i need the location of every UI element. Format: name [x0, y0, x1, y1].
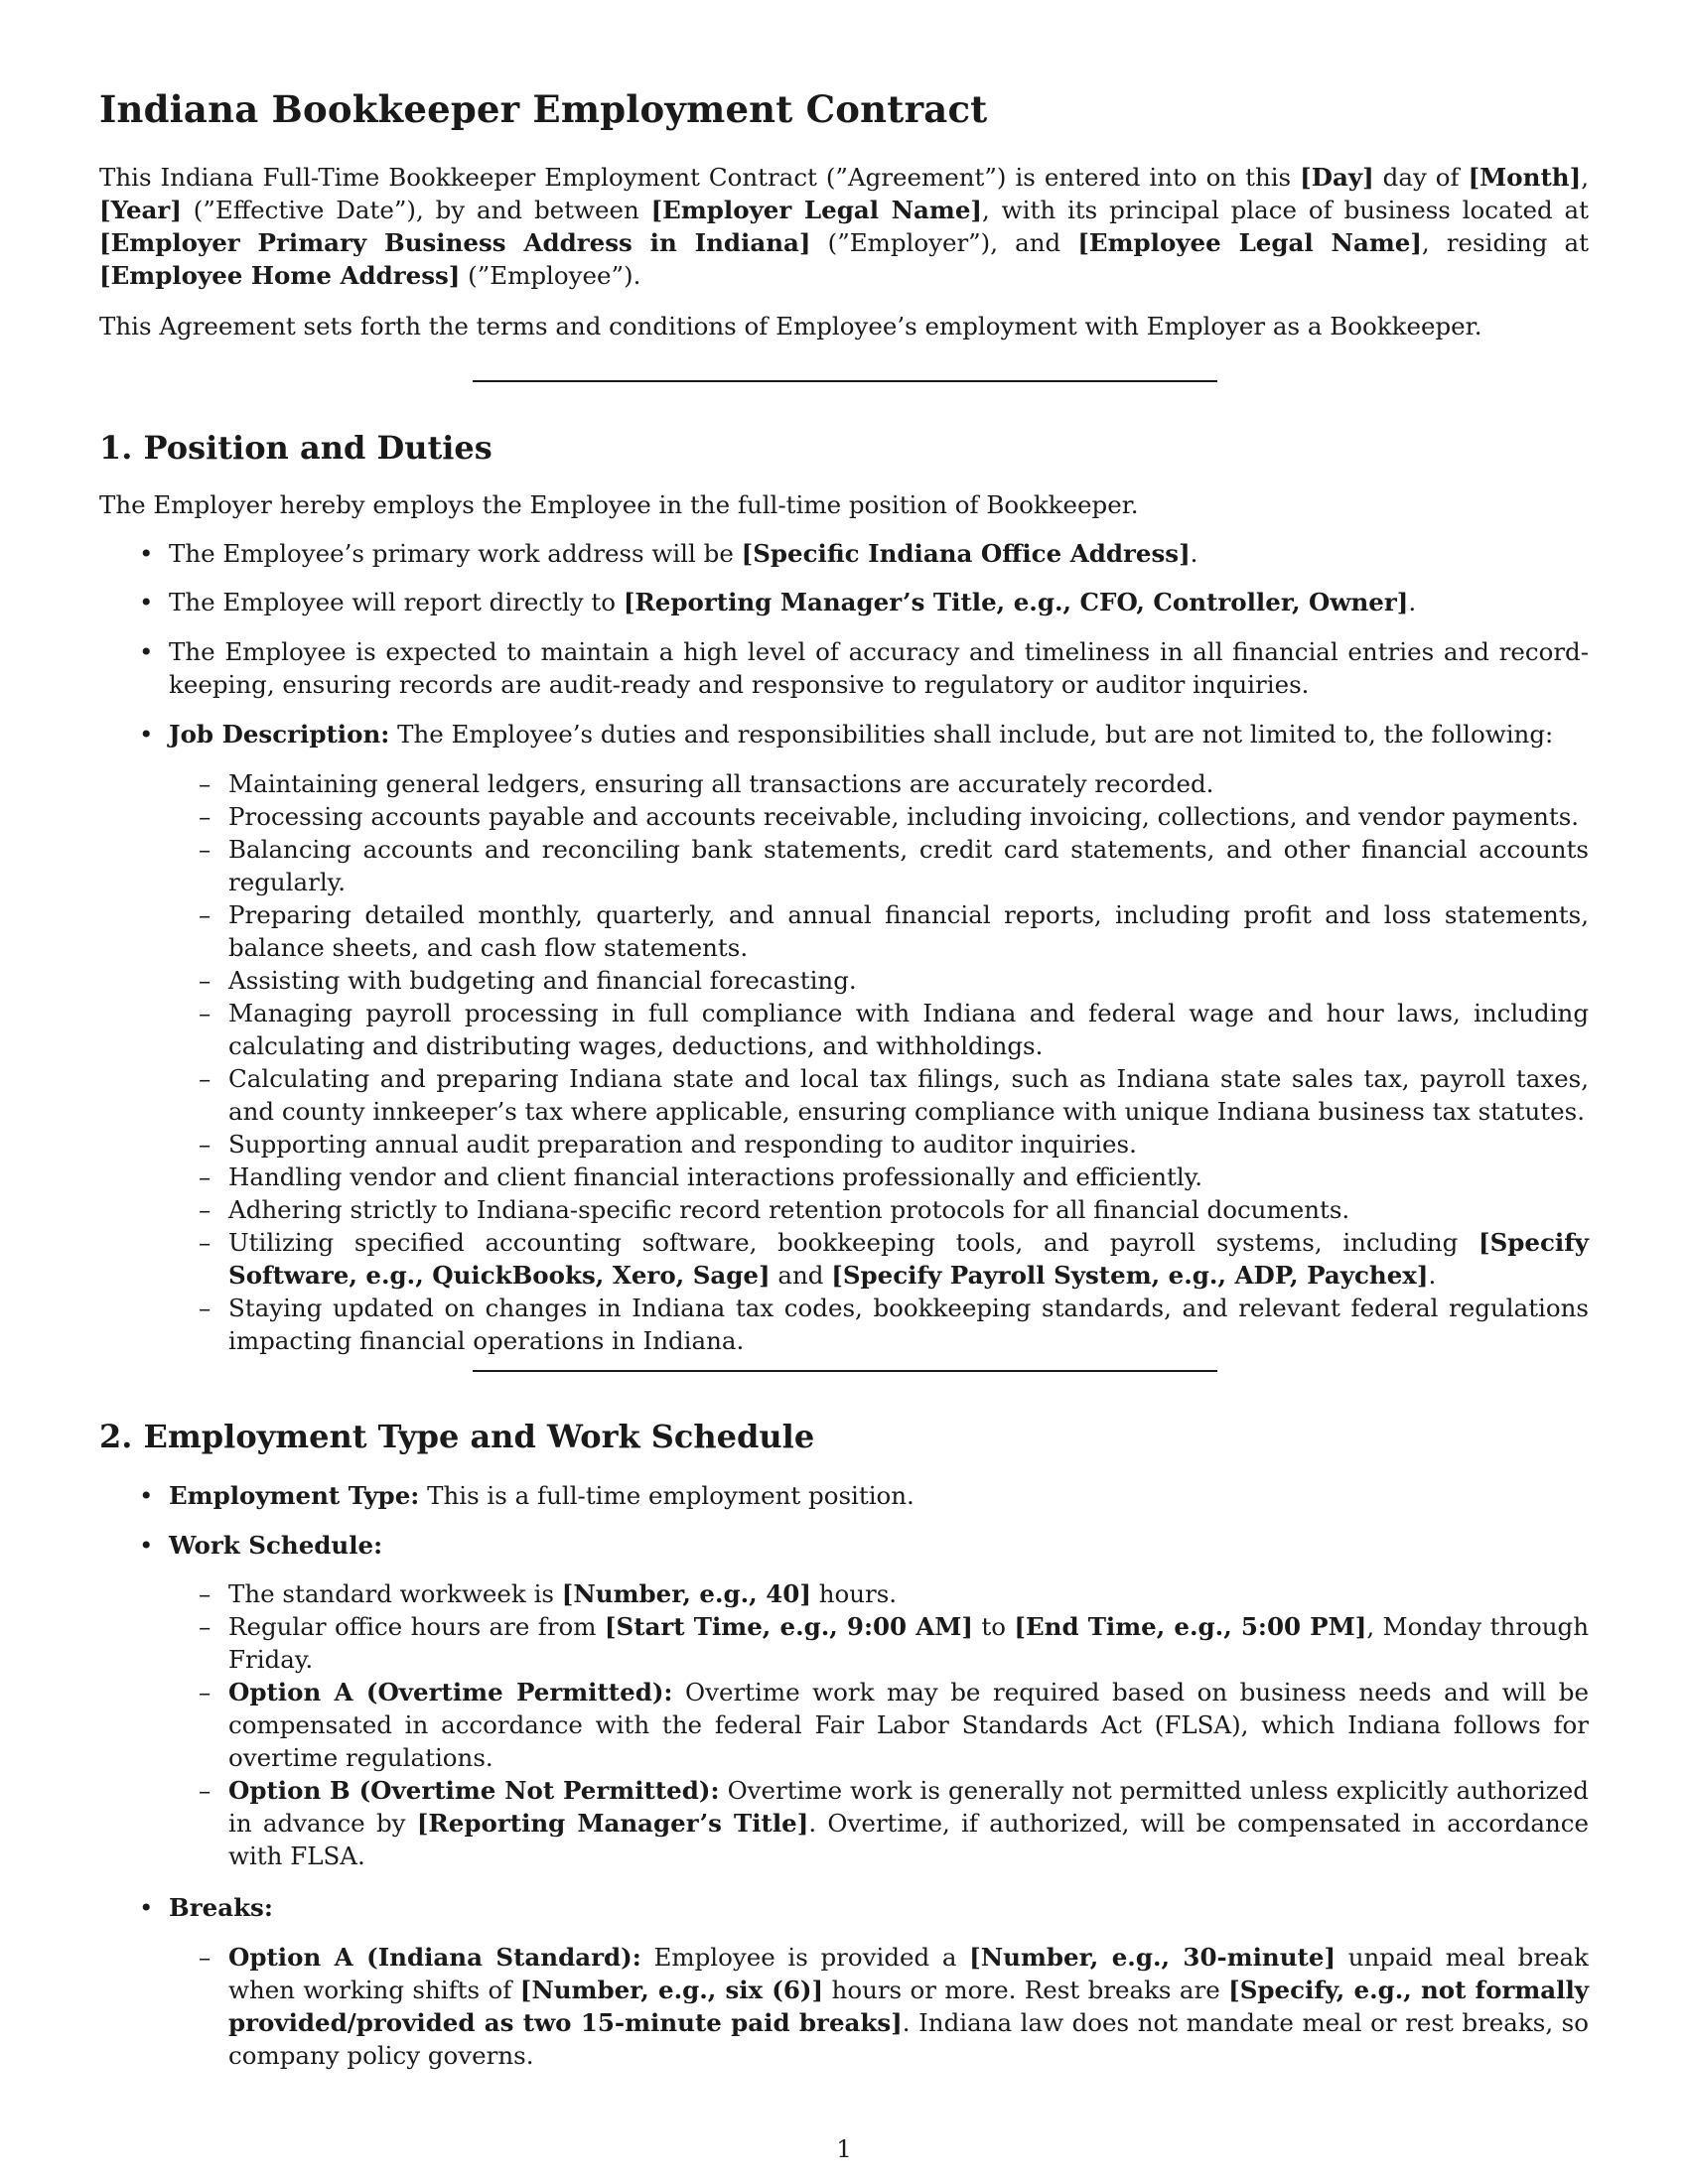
- list-item-text: [228, 1130, 1137, 1159]
- intro-paragraph: [99, 161, 1589, 292]
- list-item: [199, 1226, 1589, 1292]
- list-item: [199, 964, 1589, 997]
- section-1-lead: The Employer hereby employs the Employee in the full-time position of Bookkeeper.: [99, 490, 1139, 519]
- text-run: (”Effective Date”), by and between: [181, 196, 651, 224]
- bullet-text: [169, 718, 1589, 751]
- breaks-list: [199, 1941, 1589, 2072]
- text-run: .: [1428, 1261, 1437, 1290]
- bullet-text: [169, 537, 1589, 570]
- text-run: .: [1408, 588, 1417, 616]
- list-item: [199, 1193, 1589, 1226]
- text-run: Balancing accounts and reconciling bank statements, credit card statements, and other financial accounts regularly.: [228, 835, 1589, 896]
- bullet-item: [139, 1529, 1589, 1562]
- section-2-heading: 2. Employment Type and Work Schedule: [99, 1418, 815, 1455]
- duties-list: [199, 767, 1589, 1357]
- text-run: , Monday through Friday.: [228, 1612, 1589, 1674]
- placeholder-field: [Day]: [1300, 163, 1374, 192]
- dash-bullet-icon: –: [199, 769, 211, 798]
- dash-bullet-icon: –: [199, 900, 211, 929]
- text-run: to: [972, 1612, 1015, 1641]
- dash-bullet-icon: –: [199, 1195, 211, 1224]
- bullet-dot-icon: •: [139, 1481, 154, 1510]
- bullet-item: [139, 1891, 1589, 1924]
- dash-bullet-icon: –: [199, 1612, 211, 1641]
- text-run: (”Employee”).: [460, 261, 641, 290]
- list-item-text: [228, 1579, 897, 1608]
- section-divider: [473, 380, 1217, 382]
- placeholder-field: Employment Type:: [169, 1481, 420, 1510]
- list-item: [199, 1128, 1589, 1160]
- bullet-text: [169, 586, 1589, 618]
- list-item: [199, 1062, 1589, 1128]
- bullet-dot-icon: •: [139, 539, 154, 568]
- text-run: The Employee’s duties and responsibilities shall include, but are not limited to, the following:: [389, 720, 1554, 749]
- list-item-text: [228, 1612, 1589, 1674]
- text-run: . Indiana law does not mandate meal or rest breaks, so company policy governs.: [228, 2008, 1589, 2070]
- list-item: [199, 997, 1589, 1062]
- placeholder-field: [Start Time, e.g., 9:00 AM]: [604, 1612, 973, 1641]
- placeholder-field: [Employee Home Address]: [99, 261, 461, 290]
- placeholder-field: [Employer Primary Business Address in Indiana]: [99, 228, 811, 257]
- placeholder-field: Option A (Overtime Permitted):: [228, 1678, 673, 1706]
- placeholder-field: [Specify Software, e.g., QuickBooks, Xero, Sage]: [228, 1228, 1589, 1290]
- text-run: Overtime work is generally not permitted unless explicitly authorized in advance by: [228, 1776, 1589, 1838]
- list-item: [199, 800, 1589, 833]
- placeholder-field: [Specific Indiana Office Address]: [741, 539, 1191, 568]
- dash-bullet-icon: –: [199, 1776, 211, 1805]
- placeholder-field: [Year]: [99, 196, 182, 224]
- list-item-text: [228, 966, 857, 995]
- text-run: This Indiana Full-Time Bookkeeper Employment Contract (”Agreement”) is entered into on this: [99, 163, 1301, 192]
- text-run: Handling vendor and client financial interactions professionally and efficiently.: [228, 1162, 1203, 1191]
- list-item-text: [228, 1943, 1589, 2070]
- dash-bullet-icon: –: [199, 1294, 211, 1322]
- text-run: Regular office hours are from: [228, 1612, 605, 1641]
- placeholder-field: [Specify, e.g., not formally provided/provided as two 15-minute paid breaks]: [228, 1976, 1589, 2037]
- intro-purpose-paragraph: This Agreement sets forth the terms and conditions of Employee’s employment with Employer as a Bookkeeper.: [99, 312, 1482, 341]
- list-item-text: [228, 802, 1579, 831]
- text-run: Preparing detailed monthly, quarterly, and annual financial reports, including profit and loss statements, balance sheets, and cash flow statements.: [228, 900, 1589, 962]
- text-run: . Overtime, if authorized, will be compensated in accordance with FLSA.: [228, 1809, 1589, 1870]
- dash-bullet-icon: –: [199, 1130, 211, 1159]
- dash-bullet-icon: –: [199, 966, 211, 995]
- text-run: and: [770, 1261, 832, 1290]
- text-run: day of: [1373, 163, 1469, 192]
- placeholder-field: Job Description:: [169, 720, 390, 749]
- schedule-list: [199, 1577, 1589, 1872]
- placeholder-field: [Month]: [1468, 163, 1582, 192]
- dash-bullet-icon: –: [199, 1228, 211, 1257]
- placeholder-field: Option A (Indiana Standard):: [228, 1943, 641, 1972]
- text-run: Staying updated on changes in Indiana tax codes, bookkeeping standards, and relevant federal regulations impacting financial operations in Indiana.: [228, 1294, 1589, 1355]
- dash-bullet-icon: –: [199, 802, 211, 831]
- text-run: hours or more. Rest breaks are: [823, 1976, 1229, 2004]
- text-run: .: [1190, 539, 1198, 568]
- list-item: [199, 1610, 1589, 1676]
- dash-bullet-icon: –: [199, 835, 211, 864]
- dash-bullet-icon: –: [199, 1678, 211, 1706]
- text-run: Managing payroll processing in full compliance with Indiana and federal wage and hour laws, including calculating and distributing wages, deductions, and withholdings.: [228, 999, 1589, 1060]
- page-number: 1: [836, 2134, 852, 2163]
- bullet-dot-icon: •: [139, 1893, 154, 1922]
- bullet-dot-icon: •: [139, 720, 154, 749]
- list-item: [199, 1774, 1589, 1872]
- list-item-text: [228, 1162, 1202, 1191]
- list-item: [199, 1941, 1589, 2072]
- placeholder-field: [Employee Legal Name]: [1077, 228, 1422, 257]
- list-item: [199, 1577, 1589, 1610]
- text-run: Adhering strictly to Indiana-specific record retention protocols for all financial documents.: [228, 1195, 1350, 1224]
- text-run: , residing at: [1421, 228, 1589, 257]
- section-divider: [473, 1370, 1217, 1372]
- placeholder-field: Option B (Overtime Not Permitted):: [228, 1776, 720, 1805]
- list-item-text: [228, 999, 1589, 1060]
- text-run: Overtime work may be required based on business needs and will be compensated in accordance with the federal Fair Labor Standards Act (FLSA), which Indiana follows for overtime regulations.: [228, 1678, 1589, 1772]
- text-run: Maintaining general ledgers, ensuring all transactions are accurately recorded.: [228, 769, 1214, 798]
- list-item-text: [228, 900, 1589, 962]
- section-1-heading: 1. Position and Duties: [99, 429, 492, 467]
- list-item: [199, 1160, 1589, 1193]
- text-run: The Employee’s primary work address will be: [169, 539, 742, 568]
- breaks-label: Breaks:: [169, 1893, 273, 1922]
- dash-bullet-icon: –: [199, 1162, 211, 1191]
- bullet-dot-icon: •: [139, 1531, 154, 1560]
- list-item-text: [228, 1228, 1589, 1290]
- placeholder-field: [Number, e.g., six (6)]: [519, 1976, 824, 2004]
- list-item-text: [228, 1195, 1349, 1224]
- dash-bullet-icon: –: [199, 1064, 211, 1093]
- dash-bullet-icon: –: [199, 1579, 211, 1608]
- list-item-text: [228, 769, 1213, 798]
- list-item-text: [228, 1294, 1589, 1355]
- bullet-dot-icon: •: [139, 637, 154, 666]
- list-item: [199, 898, 1589, 964]
- text-run: hours.: [810, 1579, 898, 1608]
- placeholder-field: [Number, e.g., 40]: [561, 1579, 811, 1608]
- placeholder-field: [Number, e.g., 30-minute]: [969, 1943, 1336, 1972]
- placeholder-field: [Reporting Manager’s Title, e.g., CFO, Controller, Owner]: [623, 588, 1409, 616]
- bullet-item: [139, 1479, 1589, 1512]
- bullet-dot-icon: •: [139, 588, 154, 616]
- bullet-text: [169, 635, 1589, 701]
- list-item: [199, 833, 1589, 898]
- placeholder-field: [Reporting Manager’s Title]: [416, 1809, 809, 1838]
- bullet-item: [139, 718, 1589, 751]
- list-item-text: [228, 1776, 1589, 1870]
- list-item: [199, 767, 1589, 800]
- text-run: Calculating and preparing Indiana state and local tax filings, such as Indiana state sales tax, payroll taxes, and county innkeeper’s tax where applicable, ensuring compliance with unique Indiana business tax statutes.: [228, 1064, 1589, 1126]
- text-run: Employee is provided a: [640, 1943, 970, 1972]
- text-run: The Employee will report directly to: [169, 588, 624, 616]
- bullet-item: [139, 586, 1589, 618]
- text-run: This is a full-time employment position.: [419, 1481, 914, 1510]
- text-run: Assisting with budgeting and financial forecasting.: [228, 966, 857, 995]
- list-item: [199, 1292, 1589, 1357]
- placeholder-field: [Employer Legal Name]: [650, 196, 983, 224]
- list-item-text: [228, 835, 1589, 896]
- placeholder-field: [End Time, e.g., 5:00 PM]: [1014, 1612, 1367, 1641]
- bullet-item: [139, 537, 1589, 570]
- text-run: (”Employer”), and: [810, 228, 1078, 257]
- text-run: unpaid meal break when working shifts of: [228, 1943, 1590, 2004]
- placeholder-field: [Specify Payroll System, e.g., ADP, Paychex]: [831, 1261, 1429, 1290]
- list-item-text: [228, 1678, 1589, 1772]
- text-run: ,: [1581, 163, 1589, 192]
- text-run: The standard workweek is: [228, 1579, 562, 1608]
- work-schedule-label: Work Schedule:: [169, 1531, 383, 1560]
- dash-bullet-icon: –: [199, 999, 211, 1027]
- bullet-text: [169, 1479, 1589, 1512]
- text-run: The Employee is expected to maintain a high level of accuracy and timeliness in all financial entries and record-keeping, ensuring records are audit-ready and responsive to regulatory or auditor inquiries.: [169, 637, 1589, 699]
- page-title: Indiana Bookkeeper Employment Contract: [99, 87, 988, 131]
- list-item: [199, 1676, 1589, 1774]
- text-run: Supporting annual audit preparation and responding to auditor inquiries.: [228, 1130, 1137, 1159]
- list-item-text: [228, 1064, 1589, 1126]
- dash-bullet-icon: –: [199, 1943, 211, 1972]
- text-run: Utilizing specified accounting software, bookkeeping tools, and payroll systems, including: [228, 1228, 1478, 1257]
- bullet-item: [139, 635, 1589, 701]
- text-run: Processing accounts payable and accounts receivable, including invoicing, collections, and vendor payments.: [228, 802, 1580, 831]
- text-run: , with its principal place of business located at: [982, 196, 1589, 224]
